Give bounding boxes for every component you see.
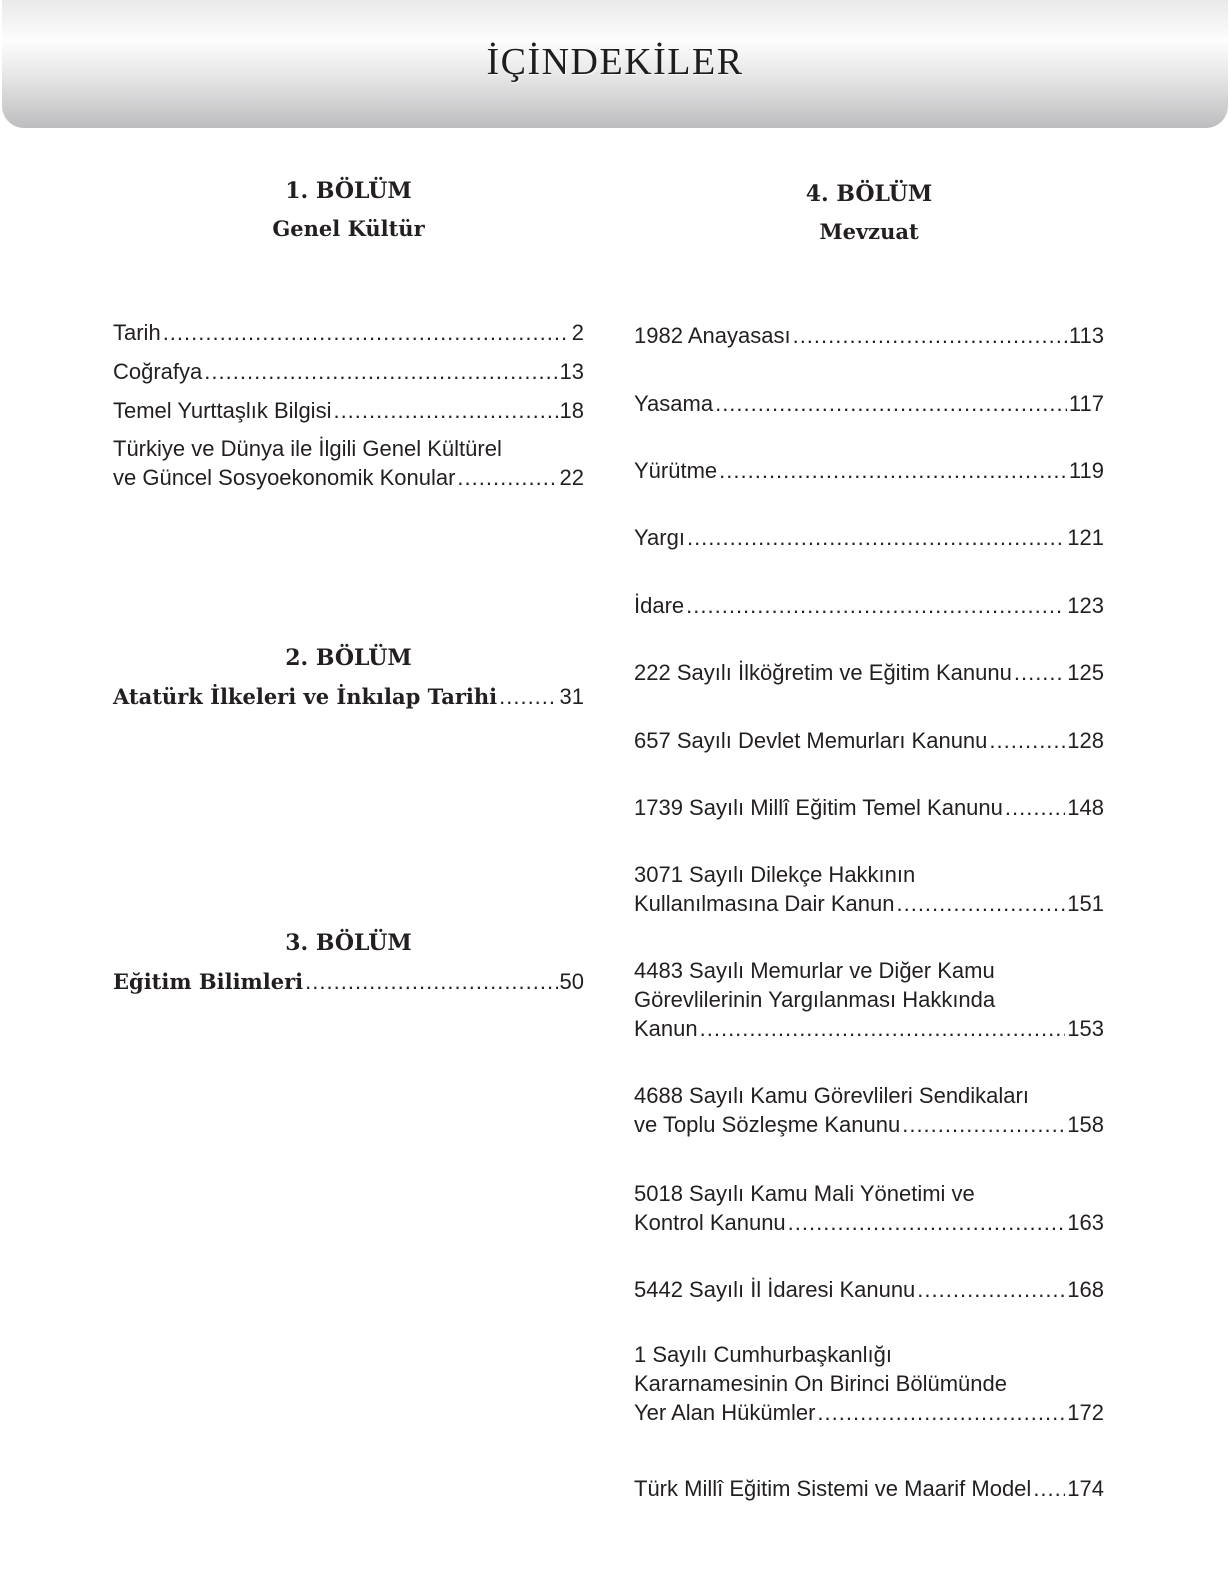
toc-entry-222[interactable]: [634, 658, 1104, 687]
toc-entry-label: Türk Millî Eğitim Sistemi ve Maarif Model: [634, 1476, 1032, 1501]
toc-entry-label: Yasama: [634, 391, 714, 416]
toc-entry-page: 153: [1067, 1016, 1104, 1041]
toc-entry-label: Eğitim Bilimleri: [113, 969, 304, 994]
header-banner: [2, 0, 1228, 128]
toc-entry-page: 123: [1067, 593, 1104, 618]
toc-entry-page: 128: [1067, 728, 1104, 753]
toc-entry-page: 121: [1067, 525, 1104, 550]
dot-leader: [305, 967, 557, 996]
toc-entry-5018[interactable]: [634, 1179, 1104, 1237]
toc-entry-page: 163: [1067, 1210, 1104, 1235]
section-3-heading: [113, 930, 584, 956]
toc-entry-page: 31: [559, 684, 584, 709]
toc-entry-label-line: Kararnamesinin On Birinci Bölümünde: [634, 1371, 1007, 1396]
toc-entry-1739[interactable]: [634, 793, 1104, 822]
toc-entry-cbk-1[interactable]: [634, 1340, 1104, 1427]
toc-entry-label-line: 1 Sayılı Cumhurbaşkanlığı: [634, 1342, 893, 1367]
toc-entry-page: 168: [1067, 1277, 1104, 1302]
dot-leader: [817, 1398, 1065, 1427]
toc-entry-page: 158: [1067, 1112, 1104, 1137]
toc-entry-page: 151: [1067, 891, 1104, 916]
toc-entry-page: 2: [571, 320, 584, 345]
page-title: İÇİNDEKİLER: [486, 41, 744, 83]
dot-leader: [457, 463, 557, 492]
toc-entry-3071[interactable]: [634, 860, 1104, 918]
toc-entry-page: 117: [1068, 391, 1104, 416]
toc-entry-cografya[interactable]: [113, 357, 584, 386]
toc-entry-tarih[interactable]: [113, 318, 584, 347]
toc-entry-egitim-bilimleri[interactable]: [113, 967, 584, 996]
dot-leader: [788, 1208, 1066, 1237]
toc-entry-label-line: 3071 Sayılı Dilekçe Hakkının: [634, 862, 916, 887]
section-4-title: Mevzuat: [819, 219, 919, 244]
toc-entry-page: 18: [559, 398, 584, 423]
toc-entry-label: Tarih: [113, 320, 161, 345]
toc-entry-label-line: 5018 Sayılı Kamu Mali Yönetimi ve: [634, 1181, 975, 1206]
toc-entry-page: 148: [1067, 795, 1104, 820]
section-1-heading: [113, 178, 584, 241]
toc-entry-label-line: 4688 Sayılı Kamu Görevlileri Sendikaları: [634, 1083, 1029, 1108]
dot-leader: [917, 1275, 1065, 1304]
section-4-heading: [634, 181, 1104, 244]
toc-entry-label: Coğrafya: [113, 359, 203, 384]
toc-entry-4688[interactable]: [634, 1081, 1104, 1139]
dot-leader: [1014, 658, 1065, 687]
toc-entry-label-line: 4483 Sayılı Memurlar ve Diğer Kamu: [634, 958, 995, 983]
toc-entry-page: 174: [1067, 1476, 1104, 1501]
dot-leader: [499, 682, 557, 711]
toc-entry-page: 13: [559, 359, 584, 384]
toc-entry-657[interactable]: [634, 726, 1104, 755]
toc-entry-label: İdare: [634, 593, 685, 618]
section-1-title: Genel Kültür: [272, 216, 425, 241]
toc-entry-yurttaslik[interactable]: [113, 396, 584, 425]
dot-leader: [204, 357, 557, 386]
toc-entry-label: ve Toplu Sözleşme Kanunu: [634, 1112, 901, 1137]
toc-entry-4483[interactable]: [634, 956, 1104, 1043]
toc-entry-label: Atatürk İlkeleri ve İnkılap Tarihi: [113, 684, 498, 709]
toc-entry-label: Yer Alan Hükümler: [634, 1400, 816, 1425]
toc-entry-page: 113: [1068, 323, 1104, 348]
toc-entry-label: Kullanılmasına Dair Kanun: [634, 891, 895, 916]
toc-entry-5442[interactable]: [634, 1275, 1104, 1304]
toc-entry-label: 5442 Sayılı İl İdaresi Kanunu: [634, 1277, 916, 1302]
toc-entry-label: Yürütme: [634, 458, 718, 483]
toc-entry-ataturk[interactable]: [113, 682, 584, 711]
toc-entry-label-line: Görevlilerinin Yargılanması Hakkında: [634, 987, 996, 1012]
toc-entry-yargi[interactable]: [634, 523, 1104, 552]
toc-entry-yasama[interactable]: [634, 389, 1104, 418]
dot-leader: [715, 389, 1067, 418]
section-1-number: 1. BÖLÜM: [285, 178, 412, 204]
dot-leader: [719, 456, 1067, 485]
dot-leader: [686, 591, 1065, 620]
toc-entry-label-line: Türkiye ve Dünya ile İlgili Genel Kültürel: [113, 436, 502, 461]
toc-entry-page: 22: [559, 465, 584, 490]
toc-entry-label: 1982 Anayasası: [634, 323, 791, 348]
toc-entry-genel-kultur[interactable]: [113, 434, 584, 492]
toc-entry-page: 119: [1068, 458, 1104, 483]
toc-entry-anayasa[interactable]: [634, 321, 1104, 350]
dot-leader: [902, 1110, 1065, 1139]
toc-entry-label: 222 Sayılı İlköğretim ve Eğitim Kanunu: [634, 660, 1012, 685]
dot-leader: [1005, 793, 1065, 822]
dot-leader: [793, 321, 1067, 350]
dot-leader: [989, 726, 1065, 755]
toc-entry-maarif-model[interactable]: [634, 1474, 1104, 1503]
toc-entry-page: 50: [559, 969, 584, 994]
dot-leader: [687, 523, 1065, 552]
section-2-heading: [113, 645, 584, 671]
dot-leader: [1033, 1474, 1065, 1503]
section-3-number: 3. BÖLÜM: [285, 930, 412, 956]
toc-entry-page: 125: [1067, 660, 1104, 685]
dot-leader: [896, 889, 1065, 918]
dot-leader: [700, 1014, 1066, 1043]
toc-entry-label: Yargı: [634, 525, 685, 550]
toc-entry-label: 657 Sayılı Devlet Memurları Kanunu: [634, 728, 988, 753]
toc-entry-page: 172: [1067, 1400, 1104, 1425]
toc-entry-idare[interactable]: [634, 591, 1104, 620]
toc-entry-label: Kanun: [634, 1016, 698, 1041]
toc-entry-label: Temel Yurttaşlık Bilgisi: [113, 398, 332, 423]
toc-entry-label: ve Güncel Sosyoekonomik Konular: [113, 465, 456, 490]
dot-leader: [333, 396, 557, 425]
dot-leader: [163, 318, 570, 347]
toc-entry-label: Kontrol Kanunu: [634, 1210, 786, 1235]
section-4-number: 4. BÖLÜM: [805, 181, 933, 207]
section-2-number: 2. BÖLÜM: [285, 645, 412, 671]
toc-entry-label: 1739 Sayılı Millî Eğitim Temel Kanunu: [634, 795, 1003, 820]
toc-entry-yurutme[interactable]: [634, 456, 1104, 485]
